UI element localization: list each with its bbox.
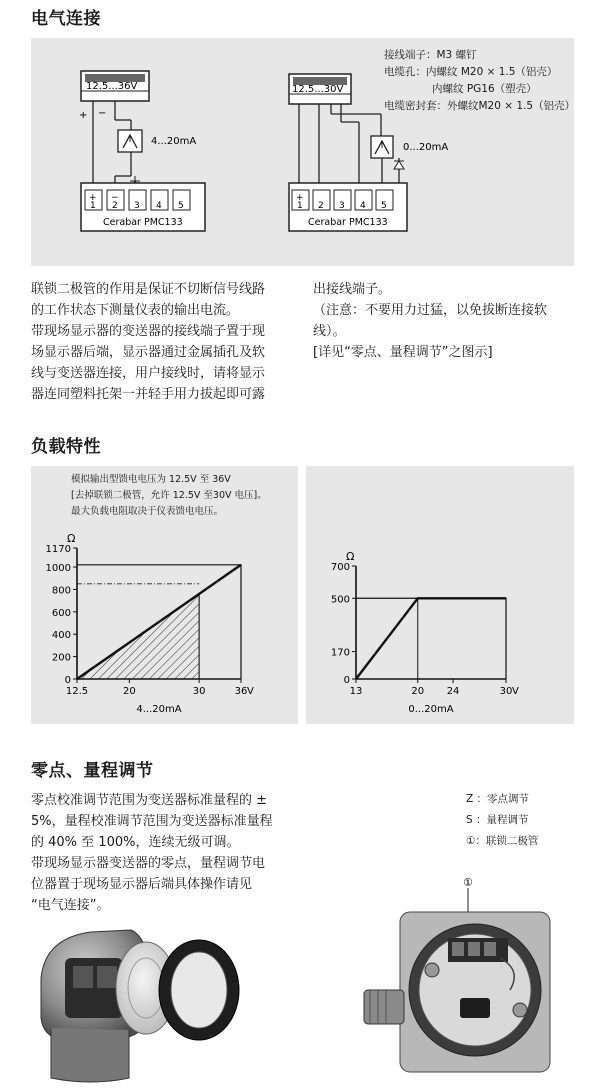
right-terminal-3: 3 — [339, 201, 345, 211]
y-tick-label: 0 — [343, 675, 350, 686]
svg-text:+: + — [89, 193, 97, 203]
x-tick-label: 24 — [446, 686, 460, 697]
right-terminal-4: 4 — [360, 201, 366, 211]
y-tick-label: 500 — [330, 594, 350, 606]
text-line: 出接线端子。 — [313, 282, 392, 297]
x-tick-label: 30 — [499, 686, 513, 697]
text-line: 5%，量程校准调节范围为变送器标准量程 — [31, 814, 273, 829]
load-note-line: 模拟输出型馈电电压为 12.5V 至 36V — [71, 474, 231, 485]
svg-text:+: + — [296, 193, 304, 203]
left-terminal-2: 2 — [112, 201, 118, 211]
electrical-text-right — [313, 279, 578, 363]
load-chart-panel-2 — [306, 466, 574, 724]
right-display-label: 12.5...30V — [292, 84, 344, 95]
text-line: 线）。 — [313, 324, 346, 339]
legend-diode: ①：联锁二极管 — [466, 835, 539, 847]
y-tick-label: 700 — [330, 562, 350, 573]
text-line: “电气连接”。 — [31, 898, 110, 913]
spec-cable-hole: 电缆孔：内螺纹 M20 × 1.5（铝壳） — [384, 66, 558, 78]
y-tick-label: 170 — [330, 647, 350, 659]
text-line: 场显示器后端，显示器通过金属插孔及软 — [31, 345, 266, 360]
wiring-specs — [384, 47, 574, 115]
text-line: 的 40% 至 100%，连续无级可调。 — [31, 835, 240, 850]
electrical-text-left — [31, 279, 301, 405]
left-display-label: 12.5...36V — [86, 81, 138, 92]
text-line: 位器置于现场显示器后端具体操作请见 — [31, 877, 253, 892]
text-line: （注意：不要用力过猛，以免拔断连接软 — [313, 303, 548, 318]
x-tick-label: 36 — [234, 686, 248, 697]
load-chart-1 — [31, 466, 298, 724]
svg-text:−: − — [98, 108, 107, 119]
y-tick-label: 0 — [64, 675, 71, 686]
axes — [356, 566, 506, 679]
transmitter-photo — [31, 918, 261, 1088]
y-tick-label: 600 — [51, 607, 71, 619]
right-terminal-1: 1 — [297, 201, 303, 211]
left-device-label: Cerabar PMC133 — [103, 217, 183, 228]
legend-span: S ：量程调节 — [466, 814, 529, 826]
right-current-label: 0...20mA — [403, 142, 449, 153]
cover-lid — [159, 940, 239, 1040]
x-tick-label: 12.5 — [65, 686, 89, 697]
y-axis-label: Ω — [346, 550, 355, 563]
left-terminal-5: 5 — [178, 201, 184, 211]
series-line — [356, 598, 506, 679]
y-tick-label: 200 — [51, 652, 71, 664]
cable-gland — [364, 990, 404, 1024]
y-tick-label: 400 — [51, 630, 71, 642]
chart-caption: 0...20mA — [408, 704, 454, 715]
x-tick-label: 20 — [122, 686, 136, 697]
load-note-line: [去掉联锁二极管，允许 12.5V 至30V 电压]。 — [71, 490, 267, 501]
text-line: 带现场显示器的变送器的接线端子置于现 — [31, 324, 266, 339]
load-note-line: 最大负载电阻取决于仪表馈电电压。 — [71, 506, 224, 517]
section-title-electrical: 电气连接 — [31, 9, 101, 29]
text-line: 联锁二极管的作用是保证不切断信号线路 — [31, 282, 266, 297]
legend-zero: Z ：零点调节 — [466, 793, 530, 805]
y-tick-label: 1170 — [45, 544, 71, 555]
callout-marker: ① — [463, 876, 473, 889]
x-axis-label: V — [247, 686, 254, 697]
text-line: [详见“零点、量程调节”之图示] — [313, 345, 493, 360]
y-tick-label: 1000 — [45, 563, 71, 575]
right-terminal-5: 5 — [381, 201, 387, 211]
section-title-load: 负载特性 — [31, 437, 101, 457]
load-chart-2 — [306, 466, 574, 724]
text-line: 线与变送器连接，用户接线时，请将显示 — [31, 366, 266, 381]
left-terminal-3: 3 — [134, 201, 140, 211]
wiring-diagram-panel — [31, 38, 574, 266]
domain-frame — [356, 598, 506, 679]
section-title-zero-span: 零点、量程调节 — [31, 761, 154, 781]
right-terminal-2: 2 — [318, 201, 324, 211]
x-axis-label: V — [512, 686, 519, 697]
y-axis-label: Ω — [67, 532, 76, 545]
left-terminal-1: 1 — [90, 201, 96, 211]
zero-span-legend — [466, 789, 538, 852]
text-line: 的工作状态下测量仪表的输出电流。 — [31, 303, 240, 318]
spec-cable-hole-plastic: 内螺纹 PG16（塑壳） — [432, 83, 537, 95]
left-current-label: 4...20mA — [151, 136, 197, 147]
x-tick-label: 13 — [349, 686, 363, 697]
svg-text:+: + — [79, 110, 88, 121]
svg-text:−: − — [111, 193, 119, 203]
text-line: 带现场显示器变送器的零点，量程调节电 — [31, 856, 266, 871]
zero-span-text — [31, 790, 301, 916]
left-wiring-diagram — [79, 71, 205, 231]
spec-cable-gland: 电缆密封套：外螺纹M20 × 1.5（铝壳） — [384, 100, 576, 112]
load-chart-panel-1 — [31, 466, 298, 724]
x-tick-label: 20 — [411, 686, 425, 697]
left-terminal-4: 4 — [156, 201, 162, 211]
housing-interior — [400, 912, 550, 1072]
spec-terminal: 接线端子：M3 螺钉 — [384, 49, 477, 61]
right-device-label: Cerabar PMC133 — [308, 217, 388, 228]
housing-interior-photo — [360, 872, 575, 1077]
text-line: 零点校准调节范围为变送器标准量程的 ± — [31, 793, 268, 808]
chart-caption: 4...20mA — [136, 704, 182, 715]
x-tick-label: 30 — [192, 686, 206, 697]
y-tick-label: 800 — [51, 585, 71, 597]
text-line: 器连同塑料托架一并轻手用力拔起即可露 — [31, 387, 266, 402]
